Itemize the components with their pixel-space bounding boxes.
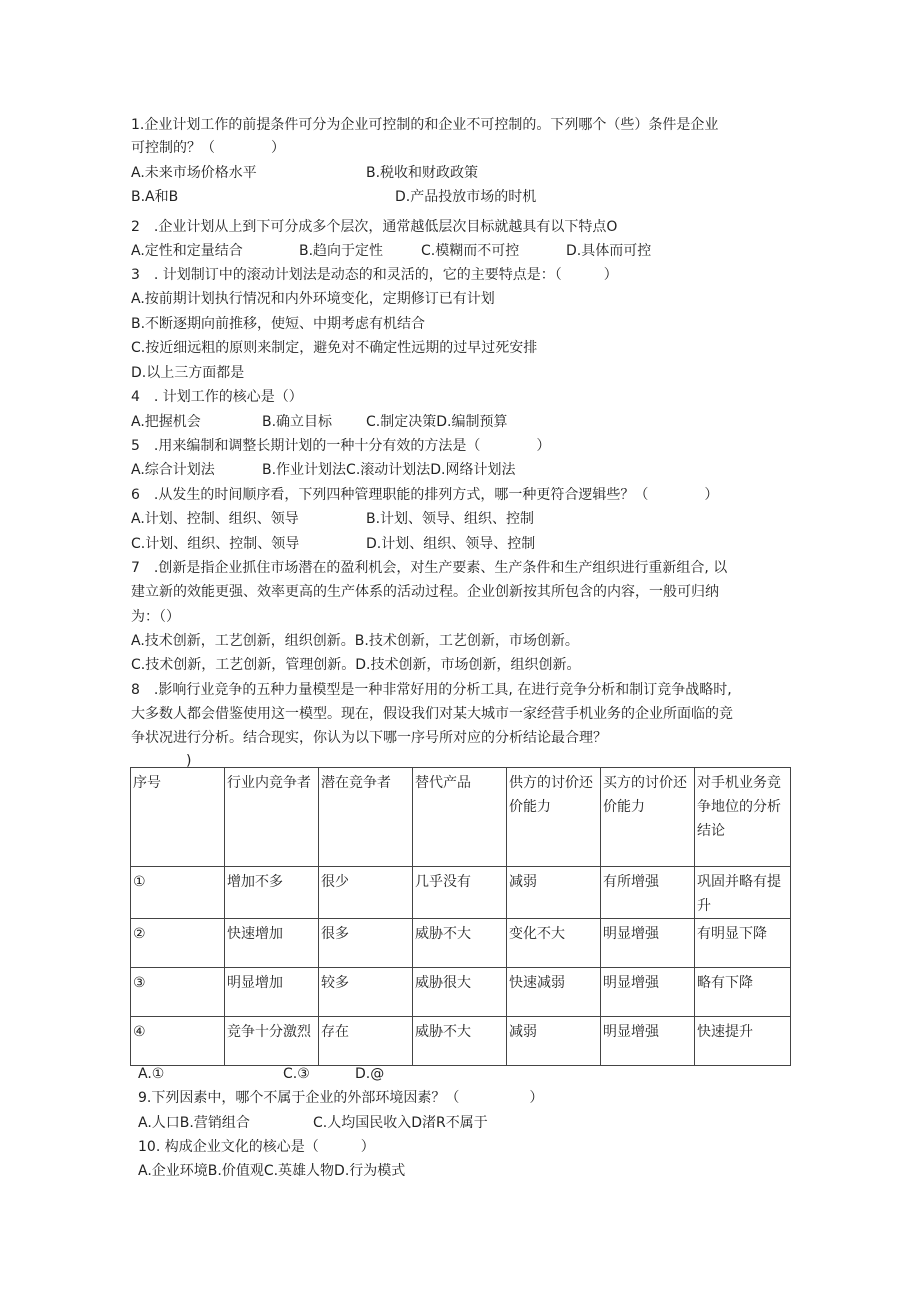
table-row [131, 867, 791, 919]
q3-option-a: A.按前期计划执行情况和内外环境变化，定期修订已有计划 [131, 291, 495, 307]
q10-options: A.企业环境B.价值观C.英雄人物D.行为模式 [138, 1163, 406, 1179]
q3-stem: 3 . 计划制订中的滚动计划法是动态的和灵活的，它的主要特点是：（ ） [131, 267, 618, 283]
table-cell: 略有下降 [695, 968, 791, 1017]
table-header-cell: 潜在竞争者 [319, 768, 413, 867]
q1-option-c: B.A和B [131, 189, 179, 205]
table-cell: 有明显下降 [695, 919, 791, 968]
table-cell: 很少 [319, 867, 413, 919]
q6-option-c: C.计划、组织、控制、领导 [131, 536, 300, 552]
table-cell: 存在 [319, 1017, 413, 1066]
table-cell: 威胁不大 [413, 919, 507, 968]
table-cell: 巩固并略有提升 [695, 867, 791, 919]
table-cell: 竞争十分激烈 [225, 1017, 319, 1066]
q2-option-a: A.定性和定量结合 [131, 243, 243, 259]
q7-options-ab: A.技术创新，工艺创新，组织创新。B.技术创新，工艺创新，市场创新。 [131, 633, 579, 649]
q2-stem: 2 .企业计划从上到下可分成多个层次，通常越低层次目标就越具有以下特点O [131, 219, 618, 235]
table-cell: 明显增强 [601, 968, 695, 1017]
table-cell: 明显增强 [601, 1017, 695, 1066]
q4-stem: 4 . 计划工作的核心是（） [131, 389, 303, 405]
q6-stem: 6 .从发生的时间顺序看，下列四种管理职能的排列方式，哪一种更符合逻辑些？（ ） [131, 487, 719, 503]
q6-option-d: D.计划、组织、领导、控制 [366, 536, 536, 552]
q1-stem-line1: 1.企业计划工作的前提条件可分为企业可控制的和企业不可控制的。下列哪个（些）条件是企业 [131, 117, 719, 133]
table-cell: ① [131, 867, 225, 919]
q8-stem-line1: 8 .影响行业竞争的五种力量模型是一种非常好用的分析工具, 在进行竞争分析和制订竞争战略时, [131, 682, 732, 698]
q7-stem-line2: 建立新的效能更强、效率更高的生产体系的活动过程。企业创新按其所包含的内容，一般可归纳 [131, 584, 719, 600]
q3-option-b: B.不断逐期向前推移，使短、中期考虑有机结合 [131, 316, 426, 332]
q9-options-ab: A.人口B.营销组合 [138, 1115, 250, 1131]
table-header-cell: 行业内竞争者 [225, 768, 319, 867]
table-cell: 变化不大 [507, 919, 601, 968]
q5-stem: 5 .用来编制和调整长期计划的一种十分有效的方法是（ ） [131, 438, 551, 454]
table-row [131, 919, 791, 968]
q4-option-a: A.把握机会 [131, 414, 201, 430]
q8-analysis-table [130, 767, 791, 1066]
table-header-cell: 序号 [131, 768, 225, 867]
q9-stem: 9.下列因素中，哪个不属于企业的外部环境因素？（ ） [138, 1090, 544, 1106]
q8-stem-line2: 大多数人都会借鉴使用这一模型。现在，假设我们对某大城市一家经营手机业务的企业所面临的竞 [131, 706, 733, 722]
q3-option-d: D.以上三方面都是 [131, 365, 245, 381]
table-cell: 威胁很大 [413, 968, 507, 1017]
table-cell: 减弱 [507, 867, 601, 919]
q8-stem-line4: ) [186, 753, 192, 769]
table-header-cell: 对手机业务竞争地位的分析结论 [695, 768, 791, 867]
q1-stem-line2: 可控制的？（ ） [131, 140, 285, 156]
q7-options-cd: C.技术创新，工艺创新，管理创新。D.技术创新，市场创新，组织创新。 [131, 657, 581, 673]
table-cell: 减弱 [507, 1017, 601, 1066]
q6-option-a: A.计划、控制、组织、领导 [131, 511, 299, 527]
table-cell: 快速增加 [225, 919, 319, 968]
q5-options-bcd: B.作业计划法C.滚动计划法D.网络计划法 [262, 462, 516, 478]
table-row [131, 1017, 791, 1066]
table-cell: 较多 [319, 968, 413, 1017]
q8-stem-line3: 争状况进行分析。结合现实，你认为以下哪一序号所对应的分析结论最合理？ [131, 730, 607, 746]
q7-stem-line1: 7 .创新是指企业抓住市场潜在的盈利机会，对生产要素、生产条件和生产组织进行重新组合, 以 [131, 560, 728, 576]
table-cell: ④ [131, 1017, 225, 1066]
q10-stem: 10. 构成企业文化的核心是（ ） [138, 1139, 375, 1155]
q7-stem-line3: 为：（） [131, 609, 180, 625]
table-row [131, 968, 791, 1017]
q1-option-b: B.税收和财政政策 [366, 165, 479, 181]
table-header-row [131, 768, 791, 867]
q6-option-b: B.计划、领导、组织、控制 [366, 511, 535, 527]
table-cell: 明显增强 [601, 919, 695, 968]
q3-option-c: C.按近细远粗的原则来制定，避免对不确定性远期的过早过死安排 [131, 340, 538, 356]
q4-option-b: B.确立目标 [262, 414, 333, 430]
table-cell: 很多 [319, 919, 413, 968]
table-cell: 快速提升 [695, 1017, 791, 1066]
q9-options-cd: C.人均国民收入D渚R不属于 [313, 1115, 488, 1131]
q8-option-a: A.① [138, 1066, 165, 1082]
table-cell: 明显增加 [225, 968, 319, 1017]
table-cell: ③ [131, 968, 225, 1017]
table-cell: ② [131, 919, 225, 968]
q2-option-b: B.趋向于定性 [299, 243, 384, 259]
q8-option-d: D.@ [355, 1066, 385, 1082]
table-header-cell: 买方的讨价还价能力 [601, 768, 695, 867]
q1-option-a: A.未来市场价格水平 [131, 165, 257, 181]
q1-option-d: D.产品投放市场的时机 [395, 189, 537, 205]
q2-option-c: C.模糊而不可控 [421, 243, 520, 259]
q8-option-c: C.③ [283, 1066, 310, 1082]
table-cell: 快速减弱 [507, 968, 601, 1017]
q2-option-d: D.具体而可控 [566, 243, 652, 259]
table-cell: 威胁不大 [413, 1017, 507, 1066]
q5-option-a: A.综合计划法 [131, 462, 215, 478]
table-cell: 几乎没有 [413, 867, 507, 919]
table-cell: 增加不多 [225, 867, 319, 919]
q4-options-cd: C.制定决策D.编制预算 [366, 414, 508, 430]
table-header-cell: 替代产品 [413, 768, 507, 867]
table-header-cell: 供方的讨价还价能力 [507, 768, 601, 867]
table-cell: 有所增强 [601, 867, 695, 919]
